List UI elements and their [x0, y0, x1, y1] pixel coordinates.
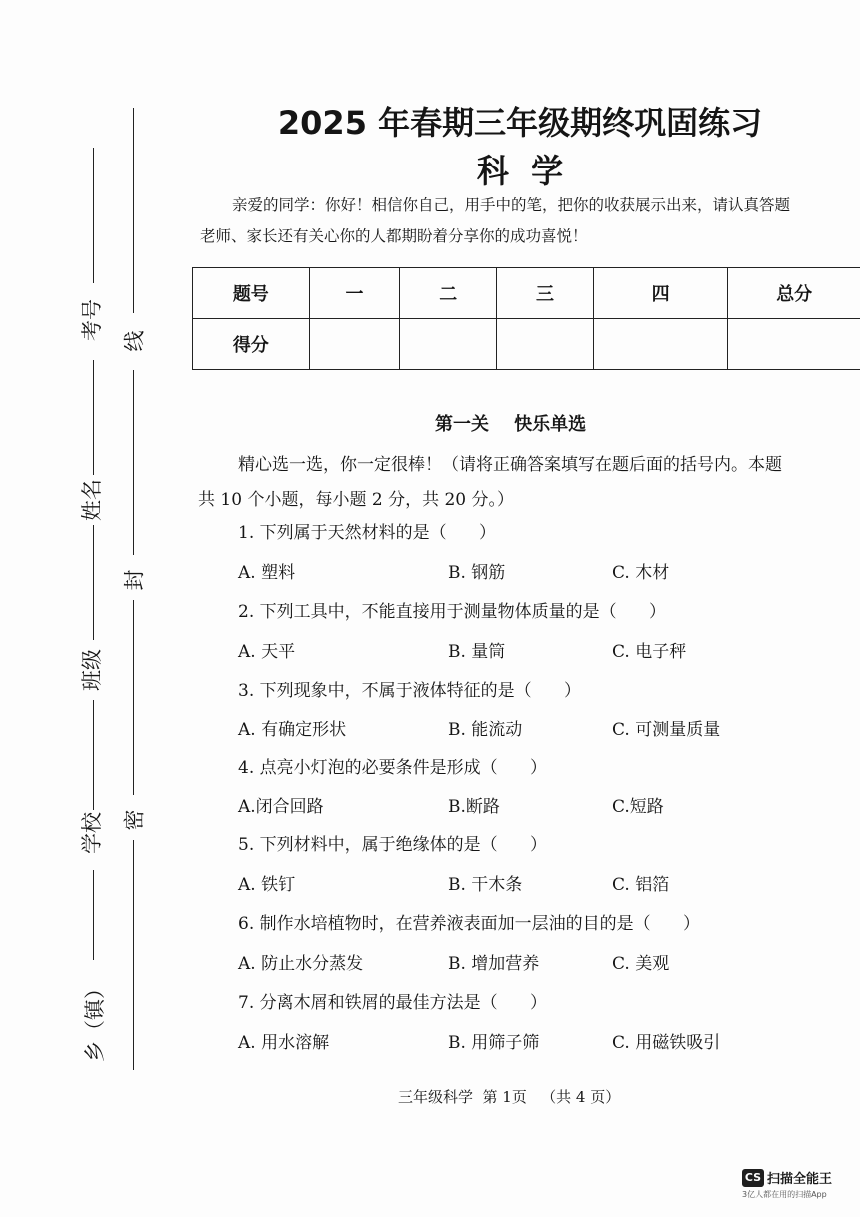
question-2-option-a[interactable]: A. 天平: [238, 642, 296, 662]
section-1-instruction-2: 共 10 个小题，每小题 2 分，共 20 分。）: [198, 490, 515, 510]
score-col-2: 二: [400, 268, 497, 319]
question-5-stem: 5. 下列材料中，属于绝缘体的是（ ）: [238, 835, 548, 855]
question-1-option-a[interactable]: A. 塑料: [238, 563, 296, 583]
xingming-label: 姓名: [80, 479, 104, 521]
question-7-option-b[interactable]: B. 用筛子筛: [448, 1033, 540, 1053]
score-col-total: 总分: [728, 268, 860, 319]
question-1-stem: 1. 下列属于天然材料的是（ ）: [238, 523, 497, 543]
seal-mi: 密: [122, 809, 147, 831]
seal-line-bottom: [133, 840, 134, 1070]
scanner-watermark: [742, 1167, 832, 1200]
xiangzhen-label: 乡（镇）: [83, 978, 107, 1062]
banji-fill-line: [93, 525, 94, 640]
score-cell-4[interactable]: [593, 319, 728, 370]
question-4-option-c[interactable]: C.短路: [612, 797, 664, 817]
section-1-title: 第一关 快乐单选: [435, 414, 587, 435]
question-3-stem: 3. 下列现象中，不属于液体特征的是（ ）: [238, 681, 582, 701]
xuexiao-fill-line: [93, 870, 94, 960]
score-table: [192, 267, 860, 370]
question-5-option-b[interactable]: B. 干木条: [448, 875, 523, 895]
question-3-option-b[interactable]: B. 能流动: [448, 720, 523, 740]
score-table-score-label: 得分: [193, 319, 310, 370]
question-6-stem: 6. 制作水培植物时，在营养液表面加一层油的目的是（ ）: [238, 914, 701, 934]
score-cell-total[interactable]: [728, 319, 860, 370]
question-5-option-c[interactable]: C. 铝箔: [612, 875, 670, 895]
score-cell-3[interactable]: [497, 319, 594, 370]
question-7-stem: 7. 分离木屑和铁屑的最佳方法是（ ）: [238, 993, 548, 1013]
section-1-instruction-1: 精心选一选，你一定很棒！（请将正确答案填写在题后面的括号内。本题: [238, 455, 782, 475]
question-2-stem: 2. 下列工具中，不能直接用于测量物体质量的是（ ）: [238, 602, 667, 622]
score-col-4: 四: [593, 268, 728, 319]
question-4-stem: 4. 点亮小灯泡的必要条件是形成（ ）: [238, 758, 548, 778]
banji-fill-line-2: [93, 700, 94, 810]
seal-xian: 线: [122, 330, 147, 352]
banji-label: 班级: [80, 649, 104, 691]
exam-title: 2025 年春期三年级期终巩固练习: [277, 104, 763, 142]
watermark-tagline: 3亿人都在用的扫描App: [742, 1190, 827, 1199]
xuexiao-label: 学校: [80, 812, 104, 854]
kaohao-fill-line: [93, 148, 94, 283]
question-5-option-a[interactable]: A. 铁钉: [238, 875, 296, 895]
seal-feng: 封: [122, 569, 147, 591]
question-2-option-b[interactable]: B. 量筒: [448, 642, 506, 662]
question-4-option-a[interactable]: A.闭合回路: [238, 797, 324, 817]
watermark-name: 扫描全能王: [767, 1172, 833, 1187]
subject-title: 科 学: [476, 152, 564, 190]
question-1-option-c[interactable]: C. 木材: [612, 563, 670, 583]
question-3-option-c[interactable]: C. 可测量质量: [612, 720, 721, 740]
page-footer: 三年级科学 第 1页 （共 4 页）: [398, 1088, 621, 1106]
camscanner-logo-icon: CS: [742, 1169, 764, 1187]
seal-line-top: [133, 108, 134, 313]
question-1-option-b[interactable]: B. 钢筋: [448, 563, 506, 583]
seal-line-mid2: [133, 600, 134, 795]
intro-line-2: 老师、家长还有关心你的人都期盼着分享你的成功喜悦！: [200, 227, 588, 245]
question-6-option-a[interactable]: A. 防止水分蒸发: [238, 954, 364, 974]
seal-line-mid: [133, 370, 134, 555]
question-7-option-a[interactable]: A. 用水溶解: [238, 1033, 330, 1053]
score-col-3: 三: [497, 268, 594, 319]
question-2-option-c[interactable]: C. 电子秤: [612, 642, 687, 662]
question-4-option-b[interactable]: B.断路: [448, 797, 500, 817]
score-col-1: 一: [309, 268, 400, 319]
score-table-score-row: [193, 319, 860, 370]
score-cell-1[interactable]: [309, 319, 400, 370]
score-cell-2[interactable]: [400, 319, 497, 370]
question-6-option-c[interactable]: C. 美观: [612, 954, 670, 974]
score-table-header-row: [193, 268, 860, 319]
score-table-header-label: 题号: [193, 268, 310, 319]
kaohao-label: 考号: [80, 299, 104, 341]
question-3-option-a[interactable]: A. 有确定形状: [238, 720, 347, 740]
intro-line-1: 亲爱的同学：你好！相信你自己，用手中的笔，把你的收获展示出来，请认真答题: [232, 196, 791, 214]
xingming-fill-line: [93, 360, 94, 475]
question-7-option-c[interactable]: C. 用磁铁吸引: [612, 1033, 721, 1053]
question-6-option-b[interactable]: B. 增加营养: [448, 954, 540, 974]
